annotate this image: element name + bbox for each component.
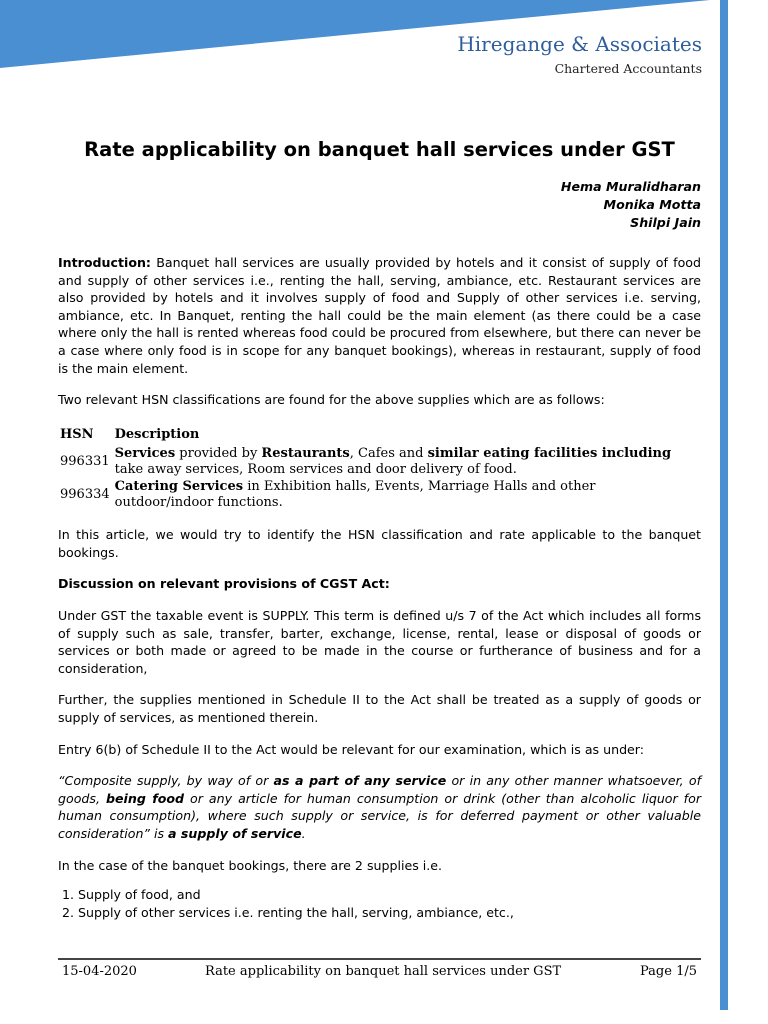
quote-text: or any article for human consumption or drink (other than alcoholic liquor for human consumption), where such supply or service, is for deferred payment or other valuable consideration” is [58,790,702,841]
desc-text: , Cafes and [349,446,428,462]
supply-list [58,886,701,922]
quote-text: or in any other manner whatsoever, of goods, [58,773,702,806]
desc-bold-text: Services [114,446,176,462]
document-title: Rate applicability on banquet hall services under GST [84,138,675,161]
discussion-heading-text: Discussion on relevant provisions of CGST Act: [58,576,390,592]
desc-bold-text: similar eating facilities including [427,446,672,462]
introduction-paragraph [58,254,701,377]
schedule-paragraph: Further, the supplies mentioned in Schedule II to the Act shall be treated as a supply of goods or supply of services, as mentioned therein. [58,692,701,725]
article-intent-paragraph: In this article, we would try to identify the HSN classification and rate applicable to the banquet bookings. [58,527,701,560]
list-item: 1. Supply of food, and [78,886,701,904]
footer-divider [58,958,701,960]
list-item: 2. Supply of other services i.e. renting the hall, serving, ambiance, etc., [78,904,701,922]
statutory-quote [58,772,701,842]
table-row [58,479,701,512]
table-row [58,446,701,479]
desc-bold-text: Restaurants [261,446,350,462]
footer-title: Rate applicability on banquet hall services under GST [205,964,562,979]
footer-page-number: Page 1/5 [640,964,697,979]
author-name: Hema Muralidharan [560,179,701,194]
quote-bold-text: being food [105,790,185,806]
firm-subtitle: Chartered Accountants [554,61,702,76]
hsn-code-cell: 996331 [60,454,110,469]
introduction-text: Banquet hall services are usually provided by hotels and it consist of supply of food and supply of other services i.e., renting the hall, serving, ambiance, etc. Restaurant services are also provided by hotels and it involves supply of food and Supply of other services i.e. serving, ambiance, etc. In Banquet, renting the hall could be the main element (as there could be a case where only the hall is rented whereas food could be procured from elsewhere, but there can never be a case where only food is in scope for any banquet bookings), whereas in restaurant, supply of food is the main element. [58,255,701,376]
right-accent-bar [720,0,728,1010]
hsn-table [58,425,701,513]
firm-name: Hiregange & Associates [457,32,702,56]
firm-header [457,30,702,78]
discussion-heading [58,575,701,593]
desc-text: provided by [175,446,262,462]
hsn-column-header: HSN [60,426,94,442]
desc-text: in Exhibition halls, Events, Marriage Halls and other outdoor/indoor functions. [114,479,596,510]
banquet-paragraph: In the case of the banquet bookings, there are 2 supplies i.e. [58,857,443,873]
quote-text: “Composite supply, by way of or [58,773,274,789]
description-cell [113,479,701,512]
quote-bold-text: as a part of any service [273,773,447,789]
quote-bold-text: a supply of service [168,825,302,841]
description-cell [113,446,701,479]
supply-paragraph: Under GST the taxable event is SUPPLY. This term is defined u/s 7 of the Act which includes all forms of supply such as sale, transfer, barter, exchange, license, rental, lease or disposal of goods or services or both made or agreed to be made in the course or furtherance of business and for a consideration, [58,608,701,676]
footer-date: 15-04-2020 [62,964,137,979]
entry-paragraph: Entry 6(b) of Schedule II to the Act would be relevant for our examination, which is as under: [58,741,645,757]
author-name: Shilpi Jain [630,215,701,230]
hsn-code-cell: 996334 [60,487,110,502]
desc-text: take away services, Room services and door delivery of food. [114,461,517,477]
quote-text: . [301,825,306,841]
author-name: Monika Motta [603,197,701,212]
document-body [58,136,701,922]
table-header-row [58,425,701,447]
description-column-header: Description [114,426,200,442]
hsn-intro-paragraph: Two relevant HSN classifications are found for the above supplies which are as follows: [58,392,605,408]
introduction-label: Introduction: [58,255,151,270]
desc-bold-text: Catering Services [114,479,244,495]
author-list [58,178,701,232]
